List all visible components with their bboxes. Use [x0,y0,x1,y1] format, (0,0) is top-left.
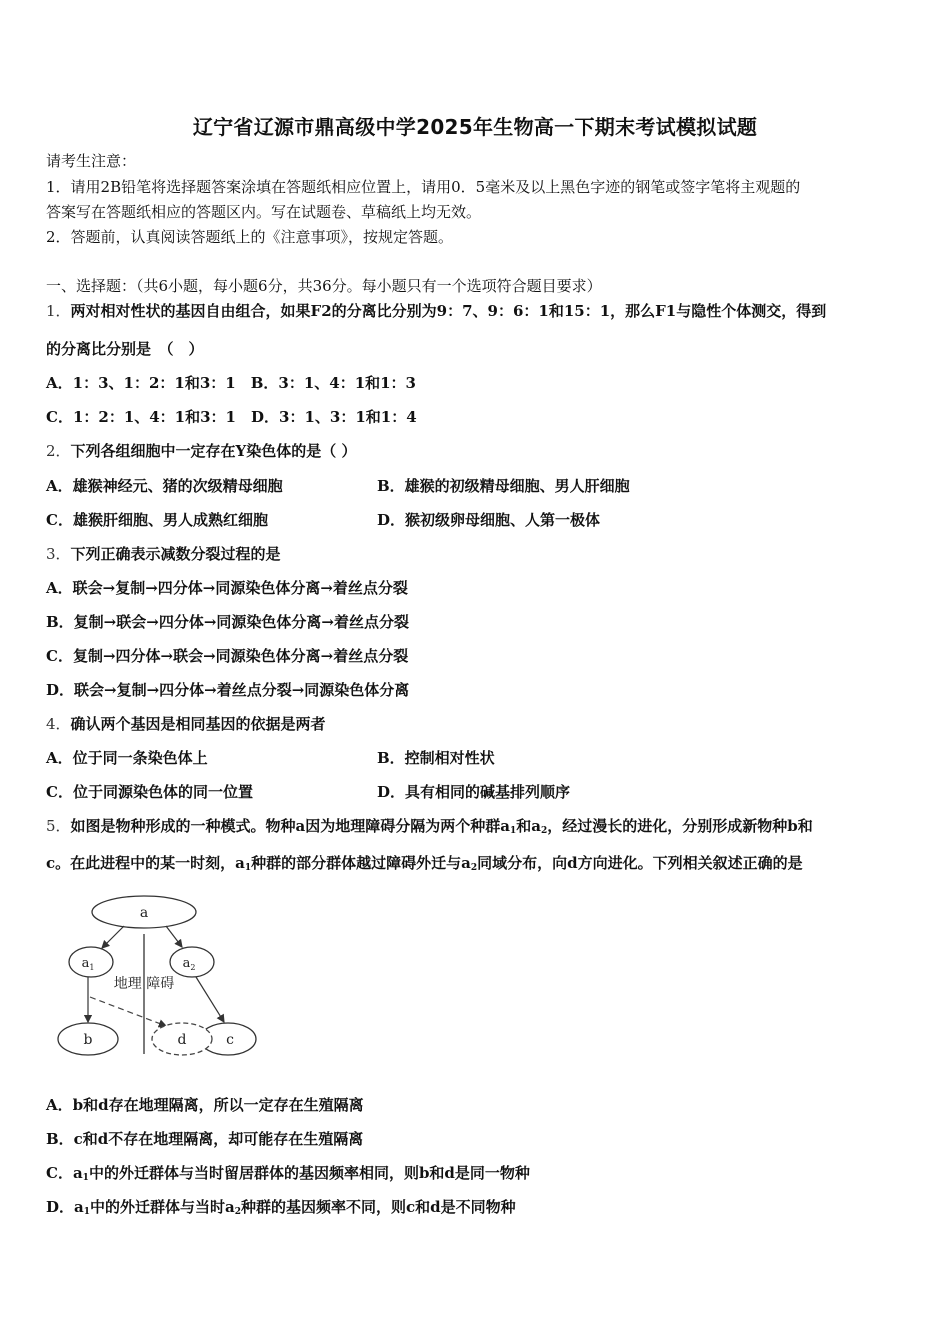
node-c-label: c [226,1032,234,1048]
question-2-option-c: C．雄猴肝细胞、男人成熟红细胞 [46,511,268,529]
question-1-stem-cont: 的分离比分别是 （ ） [46,340,204,358]
node-a2-ellipse [170,947,214,977]
node-a1-ellipse [69,947,113,977]
question-5-option-c: C．$a_1$中的外迁群体与当时留居群体的基因频率相同，则b和d是同一物种 [46,1164,530,1183]
node-a1-label: $a_1$ [81,956,95,972]
question-2-option-b: B．雄猴的初级精母细胞、男人肝细胞 [377,477,630,495]
question-5-option-a: A．b和d存在地理隔离，所以一定存在生殖隔离 [46,1096,364,1114]
node-d-label: d [177,1032,187,1048]
question-4-option-a: A．位于同一条染色体上 [46,749,208,767]
question-5-option-d: D．$a_1$中的外迁群体与当时$a_2$种群的基因频率不同，则c和d是不同物种 [46,1198,516,1217]
question-text: 下列各组细胞中一定存在Y染色体的是（ ） [70,442,357,460]
question-3-option-d: D．联会→复制→四分体→着丝点分裂→同源染色体分离 [46,681,410,699]
notice-item-2: 2．答题前，认真阅读答题纸上的《注意事项》，按规定答题。 [46,228,454,246]
question-2-option-a: A．雄猴神经元、猪的次级精母细胞 [46,477,283,495]
question-number: 4． [46,715,71,733]
question-number: 5． [46,817,71,835]
question-3-option-a: A．联会→复制→四分体→同源染色体分离→着丝点分裂 [46,579,408,597]
question-4-stem [46,714,326,734]
notice-item-1-cont: 答案写在答题纸相应的答题区内。写在试题卷、草稿纸上均无效。 [46,203,482,221]
question-text: 下列正确表示减数分裂过程的是 [70,545,281,563]
arrow-a1-d-dashed [90,997,166,1026]
question-5-stem-cont: c。在此进程中的某一时刻，$a_1$种群的部分群体越过障碍外迁与$a_2$同域分布，向d方向进化。下列相关叙述正确的是 [46,854,803,873]
question-text: 如图是物种形成的一种模式。物种a因为地理障碍分隔为两个种群$a_1$和$a_2$，经过漫长的进化，分别形成新物种b和 [70,817,813,836]
question-5-stem [46,816,813,836]
question-3-stem [46,544,281,564]
node-b-label: b [83,1032,93,1048]
question-2-stem [46,441,356,461]
question-4-option-b: B．控制相对性状 [377,749,495,767]
question-4-option-d: D．具有相同的碱基排列顺序 [377,783,571,801]
question-2-option-d: D．猴初级卵母细胞、人第一极体 [377,511,601,529]
question-1-stem [46,301,826,321]
question-4-option-c: C．位于同源染色体的同一位置 [46,783,253,801]
page-title: 辽宁省辽源市鼎高级中学2025年生物高一下期末考试模拟试题 [192,115,758,139]
node-a-label: a [139,905,149,921]
question-number: 1． [46,302,71,320]
question-text: 确认两个基因是相同基因的依据是两者 [70,715,326,733]
arrow-a-a1 [102,926,124,948]
question-3-option-b: B．复制→联会→四分体→同源染色体分离→着丝点分裂 [46,613,409,631]
question-5-option-b: B．c和d不存在地理隔离，却可能存在生殖隔离 [46,1130,364,1148]
barrier-label: 地理 障碍 [113,976,175,992]
node-a2-label: $a_2$ [182,956,196,972]
question-3-option-c: C．复制→四分体→联会→同源染色体分离→着丝点分裂 [46,647,409,665]
speciation-diagram [46,884,266,1068]
question-text: 两对相对性状的基因自由组合，如果F2的分离比分别为9：7、9：6：1和15：1，那么F1与隐性个体测交，得到 [70,302,827,320]
arrow-a2-c [196,977,224,1022]
question-number: 2． [46,442,71,460]
question-number: 3． [46,545,71,563]
notice-heading: 请考生注意： [46,152,137,170]
section-heading: 一、选择题：（共6小题，每小题6分，共36分。每小题只有一个选项符合题目要求） [46,277,602,295]
question-1-options-cd: C．1：2：1、4：1和3：1 D．3：1、3：1和1：4 [46,408,417,426]
notice-item-1: 1．请用2B铅笔将选择题答案涂填在答题纸相应位置上，请用0．5毫米及以上黑色字迹的钢笔或签字笔将主观题的 [46,178,801,196]
arrow-a-a2 [166,926,182,947]
question-1-options-ab: A．1：3、1：2：1和3：1 B．3：1、4：1和1：3 [46,374,416,392]
